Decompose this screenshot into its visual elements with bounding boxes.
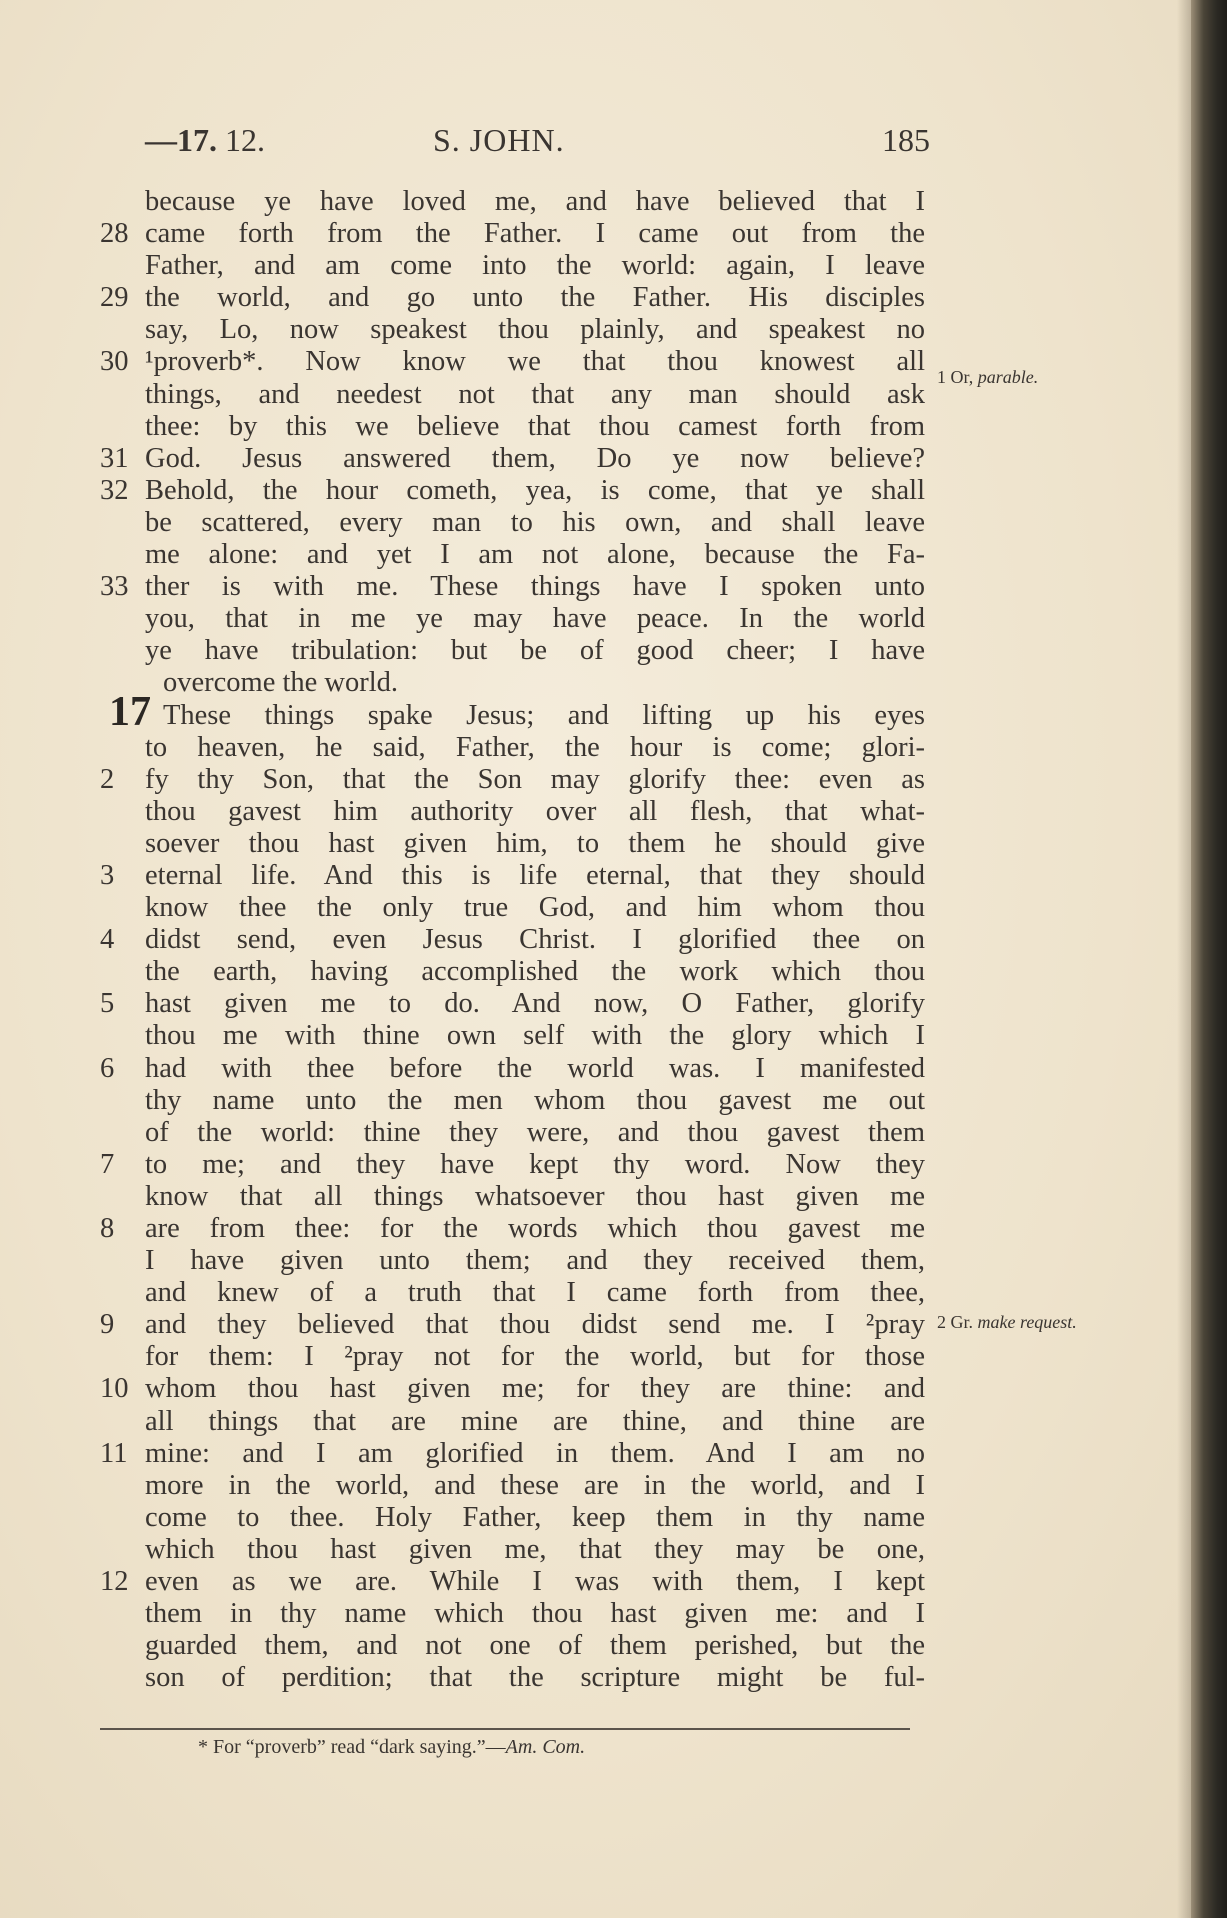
line-text: son of perdition; that the scripture might be ful-: [145, 1662, 925, 1694]
page-gutter-shadow: [1177, 0, 1191, 1918]
line-text: had with thee before the world was. I manifested: [145, 1052, 925, 1084]
header-reference: —17. 12.: [145, 122, 265, 158]
line-text: even as we are. While I was with them, I kept: [145, 1566, 925, 1598]
verse-number: 2: [100, 763, 115, 795]
text-line: [145, 892, 925, 924]
text-line: [145, 1020, 925, 1052]
text-line: [100, 1052, 925, 1085]
verse-number: 28: [100, 218, 129, 250]
scripture-text-block: [100, 186, 925, 1694]
text-line: [100, 924, 925, 956]
text-line: [145, 1406, 925, 1438]
book-spine: [1191, 0, 1227, 1918]
line-text: the world, and go unto the Father. His disciples: [145, 282, 925, 314]
text-line: [100, 1566, 925, 1598]
header-book-title: S. JOHN.: [433, 122, 565, 158]
line-text: because ye have loved me, and have believed that I: [145, 186, 925, 217]
line-text: I have given unto them; and they received them,: [145, 1245, 925, 1277]
text-line: [100, 571, 925, 603]
text-line: [100, 1148, 925, 1181]
line-text: to heaven, he said, Father, the hour is come; glori-: [145, 731, 925, 763]
verse-number: 12: [100, 1566, 129, 1598]
line-text: whom thou hast given me; for they are thine: and: [145, 1373, 925, 1405]
line-text: know that all things whatsoever thou hast given me: [145, 1180, 925, 1212]
line-text: didst send, even Jesus Christ. I glorified thee on: [145, 924, 925, 956]
line-text: These things spake Jesus; and lifting up his eyes: [163, 699, 925, 731]
text-line: [145, 603, 925, 635]
line-text: eternal life. And this is life eternal, that they should: [145, 859, 925, 891]
text-line: [145, 1085, 925, 1117]
verse-number: 9: [100, 1309, 115, 1341]
text-line: [145, 1470, 925, 1502]
line-text: came forth from the Father. I came out from the: [145, 218, 925, 250]
text-line: [145, 250, 925, 282]
line-text: more in the world, and these are in the world, and I: [145, 1469, 925, 1501]
text-line: [145, 186, 925, 218]
line-text: the earth, having accomplished the work which thou: [145, 956, 925, 988]
line-text: Behold, the hour cometh, yea, is come, that ye shall: [145, 474, 925, 506]
text-line: [100, 988, 925, 1020]
line-text: guarded them, and not one of them perished, but the: [145, 1630, 925, 1662]
text-line: [109, 688, 925, 735]
line-text: mine: and I am glorified in them. And I am no: [145, 1437, 925, 1469]
text-line: [100, 1213, 925, 1245]
verse-number: 8: [100, 1213, 115, 1244]
text-line: [145, 539, 925, 571]
text-line: [145, 1277, 925, 1309]
line-text: thou me with thine own self with the glory which I: [145, 1020, 925, 1052]
text-line: [100, 474, 925, 507]
verse-number: 11: [100, 1437, 128, 1469]
line-text: Father, and am come into the world: again, I leave: [145, 250, 925, 282]
line-text: you, that in me ye may have peace. In the world: [145, 603, 925, 635]
line-text: which thou hast given me, that they may be one,: [145, 1533, 925, 1565]
text-line: [145, 1534, 925, 1566]
margin-note-1: 1 Or, parable.: [937, 367, 1039, 387]
text-line: [145, 379, 925, 411]
text-line: [145, 314, 925, 346]
verse-number: 3: [100, 859, 115, 891]
verse-number: 33: [100, 571, 129, 603]
footnote: * For “proverb” read “dark saying.”—Am. Com.: [198, 1736, 586, 1758]
line-text: hast given me to do. And now, O Father, glorify: [145, 988, 925, 1020]
verse-number: 10: [100, 1373, 129, 1405]
line-text: them in thy name which thou hast given me: and I: [145, 1598, 925, 1630]
line-text: all things that are mine are thine, and thine are: [145, 1405, 925, 1437]
line-text: overcome the world.: [163, 667, 399, 699]
line-text: soever thou hast given him, to them he should give: [145, 827, 925, 859]
text-line: [100, 1437, 925, 1470]
text-line: [100, 1373, 925, 1405]
text-line: [100, 442, 925, 475]
line-text: for them: I ²pray not for the world, but for those: [145, 1341, 925, 1373]
text-line: [100, 859, 925, 892]
line-text: are from thee: for the words which thou gavest me: [145, 1213, 925, 1244]
text-line: [145, 796, 925, 828]
text-line: [145, 1598, 925, 1630]
verse-number: 30: [100, 346, 129, 378]
text-line: [145, 1341, 925, 1373]
line-text: say, Lo, now speakest thou plainly, and speakest no: [145, 314, 925, 346]
line-text: things, and needest not that any man should ask: [145, 378, 925, 410]
verse-number: 31: [100, 442, 129, 474]
line-text: thou gavest him authority over all flesh, that what-: [145, 795, 925, 827]
text-line: [100, 282, 925, 314]
text-line: [100, 763, 925, 796]
text-line: [145, 1662, 925, 1694]
text-line: [100, 346, 925, 378]
line-text: thy name unto the men whom thou gavest me out: [145, 1084, 925, 1116]
line-text: fy thy Son, that the Son may glorify thee: even as: [145, 763, 925, 795]
margin-note-2: 2 Gr. make request.: [937, 1312, 1077, 1332]
footnote-rule: [100, 1728, 910, 1730]
line-text: ye have tribulation: but be of good cheer; I have: [145, 635, 925, 667]
line-text: God. Jesus answered them, Do ye now believe?: [145, 442, 925, 474]
line-text: and knew of a truth that I came forth from thee,: [145, 1277, 925, 1309]
line-text: know thee the only true God, and him whom thou: [145, 892, 925, 924]
text-line: [145, 828, 925, 860]
text-line: [145, 411, 925, 443]
text-line: [145, 1630, 925, 1662]
line-text: be scattered, every man to his own, and shall leave: [145, 506, 925, 538]
text-line: [145, 1502, 925, 1534]
text-line: [145, 956, 925, 988]
text-line: [100, 1309, 925, 1341]
page-number: 185: [882, 122, 930, 158]
line-text: thee: by this we believe that thou camest forth from: [145, 410, 925, 442]
verse-number: 6: [100, 1052, 115, 1084]
line-text: me alone: and yet I am not alone, because the Fa-: [145, 539, 925, 571]
text-line: [145, 732, 925, 764]
verse-number: 4: [100, 924, 115, 956]
text-line: [145, 1117, 925, 1149]
line-text: and they believed that thou didst send me. I ²pray: [145, 1309, 925, 1341]
text-line: [145, 507, 925, 539]
line-text: of the world: thine they were, and thou gavest them: [145, 1116, 925, 1148]
text-line: [100, 218, 925, 250]
running-header: [145, 122, 930, 166]
text-line: [145, 667, 925, 699]
text-line: [145, 1181, 925, 1213]
line-text: come to thee. Holy Father, keep them in thy name: [145, 1501, 925, 1533]
line-text: to me; and they have kept thy word. Now they: [145, 1148, 925, 1180]
text-line: [145, 635, 925, 667]
line-text: ther is with me. These things have I spoken unto: [145, 571, 925, 603]
text-line: [145, 1245, 925, 1277]
line-text: ¹proverb*. Now know we that thou knowest all: [145, 346, 925, 378]
chapter-number: 17: [109, 688, 151, 735]
verse-number: 32: [100, 474, 129, 506]
verse-number: 7: [100, 1148, 115, 1180]
verse-number: 5: [100, 988, 115, 1020]
verse-number: 29: [100, 282, 129, 314]
